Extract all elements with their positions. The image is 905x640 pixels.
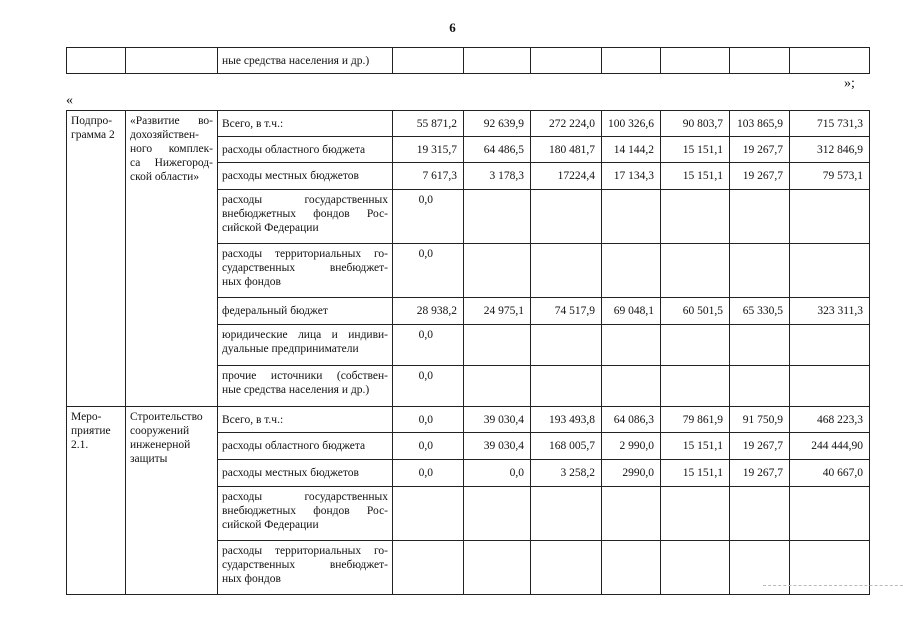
funding-source-label (218, 433, 393, 460)
value-cell (790, 366, 870, 407)
value-cell (730, 366, 790, 407)
value-cell (661, 487, 730, 541)
value-cell (464, 244, 531, 298)
value-cell (730, 190, 790, 244)
page-number: 6 (449, 20, 456, 35)
text-line: дуальные предприниматели (222, 343, 359, 355)
value-cell: 55 871,2 (393, 111, 464, 137)
page-edge-mark (763, 585, 903, 586)
text-line: грамма 2 (71, 129, 115, 141)
text-line: расходы территориальных го- (222, 248, 388, 260)
text-line: Строительство (130, 411, 203, 423)
value-cell: 91 750,9 (730, 407, 790, 433)
funding-source-label (218, 244, 393, 298)
text-line: юридические лица и индиви- (222, 329, 388, 341)
value-cell (464, 190, 531, 244)
value-cell (531, 244, 602, 298)
value-cell: 168 005,7 (531, 433, 602, 460)
text-line: расходы территориальных го- (222, 545, 388, 557)
value-cell (531, 366, 602, 407)
value-cell (464, 487, 531, 541)
value-cell (531, 325, 602, 366)
value-cell: 2990,0 (602, 460, 661, 487)
value-cell: 323 311,3 (790, 298, 870, 325)
value-cell: 90 803,7 (661, 111, 730, 137)
funding-source-label (218, 487, 393, 541)
section-name (126, 407, 218, 595)
value-cell: 19 267,7 (730, 460, 790, 487)
value-cell: 180 481,7 (531, 137, 602, 163)
value-cell: 0,0 (393, 325, 464, 366)
funding-source-label (218, 541, 393, 595)
value-cell: 0,0 (393, 460, 464, 487)
text-line: расходы государственных (222, 491, 388, 503)
text-line: расходы областного бюджета (222, 440, 366, 452)
text-line: защиты (130, 453, 168, 465)
text-line: расходы местных бюджетов (222, 170, 359, 182)
value-cell: 64 086,3 (602, 407, 661, 433)
text-line: Всего, в т.ч.: (222, 413, 284, 426)
value-cell (602, 325, 661, 366)
value-cell (790, 190, 870, 244)
value-cell (464, 325, 531, 366)
value-cell (730, 541, 790, 595)
text-line: сийской Федерации (222, 519, 319, 531)
value-cell: 39 030,4 (464, 407, 531, 433)
value-cell: 19 267,7 (730, 433, 790, 460)
text-line: 2.1. (71, 439, 89, 451)
value-cell: 17 134,3 (602, 163, 661, 190)
value-cell: 3 178,3 (464, 163, 531, 190)
text-line: Всего, в т.ч.: (222, 117, 284, 130)
value-cell (790, 244, 870, 298)
value-cell: 92 639,9 (464, 111, 531, 137)
value-cell (790, 325, 870, 366)
text-line: инженерной (130, 439, 191, 451)
value-cell (464, 541, 531, 595)
value-cell: 0,0 (393, 433, 464, 460)
value-cell: 0,0 (393, 244, 464, 298)
text-line: Подпро- (71, 115, 113, 127)
value-cell: 19 267,7 (730, 137, 790, 163)
section-name (126, 111, 218, 407)
text-line: сийской Федерации (222, 222, 319, 234)
section-label (67, 111, 126, 407)
funding-source-label (218, 190, 393, 244)
value-cell (661, 190, 730, 244)
value-cell: 74 517,9 (531, 298, 602, 325)
text-line: федеральный бюджет (222, 305, 328, 317)
text-line: дохозяйствен- (130, 129, 199, 141)
value-cell: 0,0 (464, 460, 531, 487)
top-row-label: ные средства населения и др.) (218, 48, 393, 74)
funding-source-label (218, 460, 393, 487)
text-line: ных фондов (222, 276, 281, 288)
value-cell: 244 444,90 (790, 433, 870, 460)
value-cell (661, 366, 730, 407)
value-cell (730, 325, 790, 366)
value-cell: 3 258,2 (531, 460, 602, 487)
text-line: внебюджетных фондов Рос- (222, 505, 388, 517)
value-cell: 312 846,9 (790, 137, 870, 163)
value-cell: 0,0 (393, 407, 464, 433)
value-cell (602, 244, 661, 298)
text-line: «Развитие во- (130, 115, 213, 127)
value-cell (531, 541, 602, 595)
table-row (67, 407, 870, 433)
text-line: Меро- (71, 411, 102, 423)
text-line: сооружений (130, 425, 190, 437)
section-label (67, 407, 126, 595)
continuation-table (66, 47, 870, 74)
value-cell: 19 315,7 (393, 137, 464, 163)
value-cell: 715 731,3 (790, 111, 870, 137)
value-cell: 39 030,4 (464, 433, 531, 460)
value-cell: 14 144,2 (602, 137, 661, 163)
text-line: прочие источники (собствен- (222, 370, 388, 382)
funding-source-label (218, 137, 393, 163)
text-line: ного комплек- (130, 143, 213, 155)
funding-source-label (218, 366, 393, 407)
value-cell: 272 224,0 (531, 111, 602, 137)
value-cell (602, 190, 661, 244)
text-line: сударственных внебюджет- (222, 559, 388, 571)
value-cell: 193 493,8 (531, 407, 602, 433)
value-cell (730, 244, 790, 298)
value-cell (531, 190, 602, 244)
value-cell: 79 861,9 (661, 407, 730, 433)
value-cell: 40 667,0 (790, 460, 870, 487)
closing-quote: »; (844, 76, 855, 91)
value-cell: 103 865,9 (730, 111, 790, 137)
value-cell: 7 617,3 (393, 163, 464, 190)
value-cell: 468 223,3 (790, 407, 870, 433)
funding-table (66, 110, 870, 595)
value-cell (393, 487, 464, 541)
text-line: внебюджетных фондов Рос- (222, 208, 388, 220)
text-line: ные средства населения и др.) (222, 384, 370, 396)
funding-source-label (218, 298, 393, 325)
value-cell: 15 151,1 (661, 460, 730, 487)
funding-source-label (218, 111, 393, 137)
value-cell: 0,0 (393, 366, 464, 407)
value-cell (790, 541, 870, 595)
value-cell (790, 487, 870, 541)
value-cell: 15 151,1 (661, 433, 730, 460)
value-cell (661, 244, 730, 298)
value-cell (602, 487, 661, 541)
funding-source-label (218, 407, 393, 433)
value-cell: 15 151,1 (661, 137, 730, 163)
opening-quote: « (66, 93, 73, 108)
text-line: приятие (71, 425, 111, 437)
value-cell: 69 048,1 (602, 298, 661, 325)
value-cell (531, 487, 602, 541)
value-cell: 64 486,5 (464, 137, 531, 163)
value-cell (730, 487, 790, 541)
value-cell: 100 326,6 (602, 111, 661, 137)
value-cell: 79 573,1 (790, 163, 870, 190)
text-line: расходы областного бюджета (222, 143, 366, 156)
value-cell (393, 541, 464, 595)
funding-source-label (218, 325, 393, 366)
text-line: сударственных внебюджет- (222, 262, 388, 274)
value-cell: 60 501,5 (661, 298, 730, 325)
funding-source-label (218, 163, 393, 190)
table-row (67, 111, 870, 137)
value-cell: 0,0 (393, 190, 464, 244)
value-cell: 15 151,1 (661, 163, 730, 190)
value-cell (661, 541, 730, 595)
text-line: са Нижегород- (130, 157, 213, 169)
value-cell (602, 541, 661, 595)
value-cell: 65 330,5 (730, 298, 790, 325)
value-cell (602, 366, 661, 407)
value-cell: 28 938,2 (393, 298, 464, 325)
text-line: расходы местных бюджетов (222, 467, 359, 479)
value-cell (464, 366, 531, 407)
text-line: ской области» (130, 171, 200, 183)
value-cell: 17224,4 (531, 163, 602, 190)
value-cell: 19 267,7 (730, 163, 790, 190)
value-cell: 24 975,1 (464, 298, 531, 325)
value-cell (661, 325, 730, 366)
value-cell: 2 990,0 (602, 433, 661, 460)
text-line: ных фондов (222, 573, 281, 585)
text-line: расходы государственных (222, 194, 388, 206)
